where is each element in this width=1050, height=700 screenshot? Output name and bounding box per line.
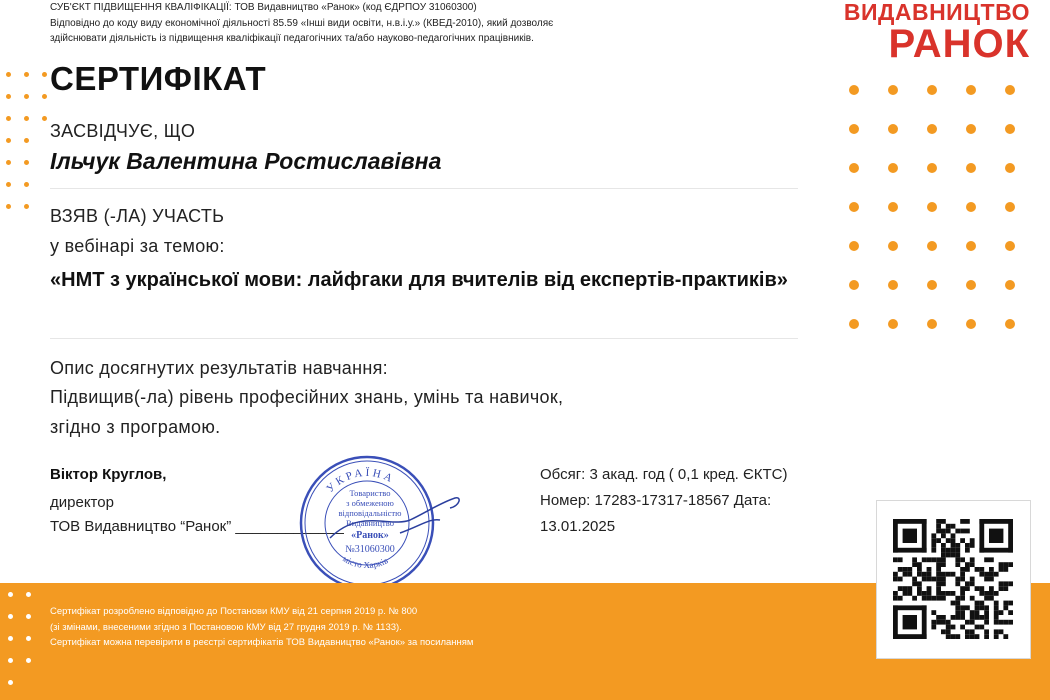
certificate-number: Номер: 17283-17317-18567 Дата:: [540, 492, 772, 509]
webinar-topic: «НМТ з української мови: лайфгаки для вчителів від експертів-практиків»: [50, 269, 788, 291]
decor-dot: [1005, 280, 1015, 290]
volume-info: Обсяг: 3 акад. год ( 0,1 кред. ЄКТС): [540, 466, 788, 483]
decor-dot: [1005, 163, 1015, 173]
certificate-details: [540, 462, 830, 540]
webinar-intro: у вебінарі за темою:: [50, 236, 225, 256]
results-line-1: Підвищив(-ла) рівень професійних знань, умінь та навичок,: [50, 387, 564, 407]
footer-line-2: (зі змінами, внесеними згідно з Постановою КМУ від 27 грудня 2019 р. № 1133).: [50, 621, 402, 633]
footer-line-1: Сертифікат розроблено відповідно до Постанови КМУ від 21 серпня 2019 р. № 800: [50, 606, 418, 617]
decor-dot: [966, 124, 976, 134]
signatory-name: Віктор Круглов,: [50, 466, 167, 483]
stamp-center-5: «Ранок»: [351, 530, 389, 541]
decor-dot: [1005, 202, 1015, 212]
decor-dot: [849, 319, 859, 329]
stamp-code: №31060300: [345, 544, 395, 555]
issuer-line-3: здійснювати діяльність із підвищення кваліфікації педагогічних та/або науково-педагогічних працівників.: [50, 33, 534, 44]
decor-dot: [927, 319, 937, 329]
decor-dot: [1005, 85, 1015, 95]
certificate-date: 13.01.2025: [540, 518, 616, 535]
stamp-center-4: Видавництво: [346, 518, 394, 528]
decor-dot: [927, 85, 937, 95]
decor-dot: [888, 202, 898, 212]
signatory-position: директор: [50, 494, 114, 511]
stamp-center-3: відповідальністю: [338, 508, 402, 518]
decor-dot: [966, 241, 976, 251]
logo-line-2: РАНОК: [888, 22, 1030, 66]
decor-dot: [888, 85, 898, 95]
decor-dot: [888, 124, 898, 134]
stamp-bottom-text: місто Харків: [341, 553, 390, 571]
decor-dot: [927, 202, 937, 212]
qr-code-box[interactable]: [876, 500, 1031, 659]
official-stamp: [290, 448, 470, 598]
decor-dot: [849, 241, 859, 251]
qr-code-icon[interactable]: [893, 519, 1013, 639]
results-line-2: згідно з програмою.: [50, 417, 221, 437]
issuer-line-1: СУБ'ЄКТ ПІДВИЩЕННЯ КВАЛІФІКАЦІЇ: ТОВ Видавництво «Ранок» (код ЄДРПОУ 31060300): [50, 2, 477, 13]
certificate-title: СЕРТИФІКАТ: [50, 60, 267, 97]
divider: [50, 188, 798, 189]
decor-dot: [849, 202, 859, 212]
decor-dot: [927, 124, 937, 134]
decor-dot: [966, 202, 976, 212]
stamp-center-1: Товариство: [349, 488, 391, 498]
decor-dot: [849, 280, 859, 290]
decor-dot: [888, 319, 898, 329]
decor-dot: [888, 241, 898, 251]
decor-dot: [888, 163, 898, 173]
decor-dot: [849, 163, 859, 173]
recipient-name: Ільчук Валентина Ростиславівна: [50, 148, 442, 174]
decor-dot: [927, 280, 937, 290]
stamp-center-2: з обмеженою: [346, 498, 394, 508]
decor-dot: [849, 85, 859, 95]
results-heading: Опис досягнутих результатів навчання:: [50, 358, 388, 378]
decor-dot: [849, 124, 859, 134]
decor-dot: [927, 163, 937, 173]
decor-dot: [966, 85, 976, 95]
footer-text: [50, 604, 473, 651]
participation-label: ВЗЯВ (-ЛА) УЧАСТЬ: [50, 206, 225, 226]
decor-dot: [1005, 319, 1015, 329]
decor-dot: [1005, 241, 1015, 251]
issuer-line-2: Відповідно до коду виду економічної діяльності 85.59 «Інші види освіти, н.в.і.у.» (КВЕД-2010), який дозволяє: [50, 17, 554, 29]
footer-line-3: Сертифікат можна перевірити в реєстрі сертифікатів ТОВ Видавництво «Ранок» за посиланням: [50, 637, 474, 648]
decor-dot: [888, 280, 898, 290]
decor-dot: [927, 241, 937, 251]
decor-dot: [1005, 124, 1015, 134]
signatory-company: ТОВ Видавництво “Ранок” _____________: [50, 518, 344, 535]
decor-dot: [966, 319, 976, 329]
divider: [50, 338, 798, 339]
decor-dot: [966, 280, 976, 290]
publisher-logo: [844, 0, 1030, 64]
stamp-top-text: УКРАЇНА: [324, 466, 397, 495]
decor-dot: [966, 163, 976, 173]
certifies-label: ЗАСВІДЧУЄ, ЩО: [50, 121, 196, 141]
issuer-info: [50, 0, 690, 47]
logo-line-1: ВИДАВНИЦТВО: [843, 0, 1030, 25]
